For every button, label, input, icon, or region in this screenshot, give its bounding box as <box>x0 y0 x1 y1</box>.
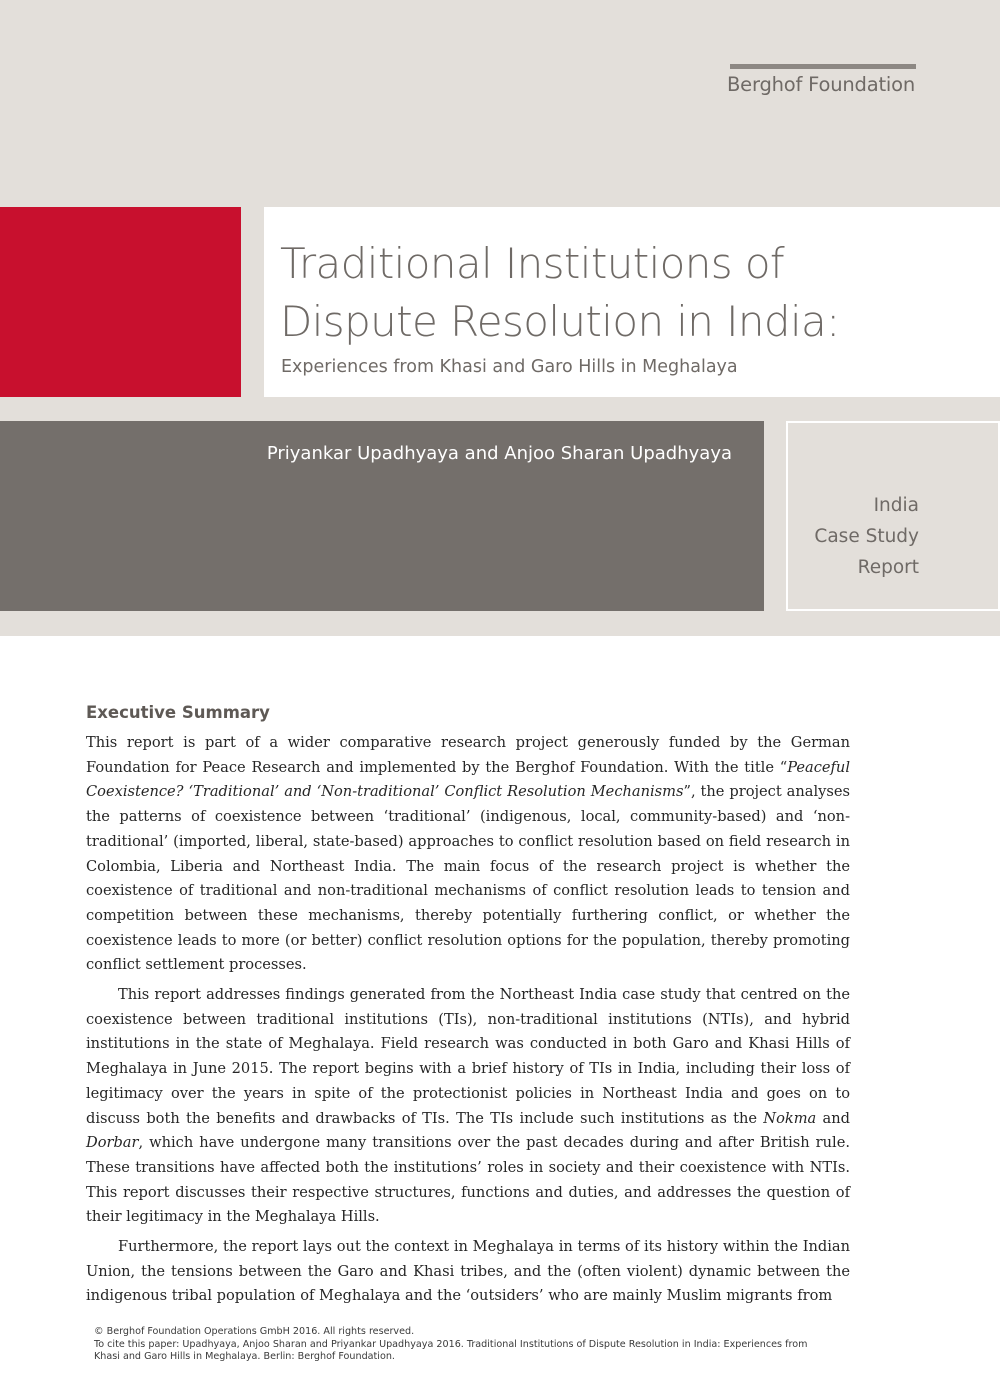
report-type-line-3: Report <box>857 557 919 578</box>
authors: Priyankar Upadhyaya and Anjoo Sharan Upadhyaya <box>266 443 732 464</box>
paragraph-3: Furthermore, the report lays out the context in Meghalaya in terms of its history within the Indian Union, the tensions between the Garo and Khasi tribes, and the (often violent) dynamic between the indigenous tribal population of Meghalaya and the ‘outsiders’ who are mainly Muslim migrants from <box>86 1238 850 1305</box>
paragraph-2 <box>86 983 850 1230</box>
citation-line-1: To cite this paper: Upadhyaya, Anjoo Sharan and Priyankar Upadhyaya 2016. Traditional Institutions of Dispute Resolution in India: Experiences from <box>94 1338 808 1350</box>
logo-text: Berghof Foundation <box>727 73 916 96</box>
section-heading: Executive Summary <box>86 703 270 722</box>
footer <box>94 1326 864 1364</box>
report-type-line-2: Case Study <box>814 526 919 547</box>
copyright-notice: © Berghof Foundation Operations GmbH 2016. All rights reserved. <box>94 1326 415 1337</box>
paragraph-1 <box>86 731 850 978</box>
paragraph-1-text-b: ”, the project analyses the patterns of coexistence between ‘traditional’ (indigenous, local, community-based) and ‘non-traditional’ (imported, liberal, state-based) approaches to conflict resolution based on field research in Colombia, Liberia and Northeast India. The main focus of the research project is whether the coexistence of traditional and non-traditional mechanisms of conflict resolution leads to tension and competition between these mechanisms, thereby potentially furthering conflict, or whether the coexistence leads to more (or better) conflict resolution options for the population, thereby promoting conflict settlement processes. <box>86 783 850 974</box>
title-panel <box>264 207 1000 397</box>
paragraph-2-text-b: , which have undergone many transitions over the past decades during and after British rule. These transitions have affected both the institutions’ roles in society and their coexistence with NTIs. This report discusses their respective structures, functions and duties, and addresses the question of their legitimacy in the Meghalaya Hills. <box>86 1134 850 1226</box>
citation-line-2: Khasi and Garo Hills in Meghalaya. Berlin: Berghof Foundation. <box>94 1351 395 1362</box>
paragraph-1-text-a: This report is part of a wider comparative research project generously funded by the German Foundation for Peace Research and implemented by the Berghof Foundation. With the title “ <box>86 734 850 776</box>
report-type-line-1: India <box>873 495 919 516</box>
berghof-logo <box>727 64 920 96</box>
report-title <box>280 235 980 351</box>
title-line-1: Traditional Institutions of <box>280 239 785 288</box>
paragraph-2-text-a: This report addresses findings generated from the Northeast India case study that centred on the coexistence between traditional institutions (TIs), non-traditional institutions (NTIs), and hybrid institutions in the state of Meghalaya. Field research was conducted in both Garo and Khasi Hills of Meghalaya in June 2015. The report begins with a brief history of TIs in India, including their loss of legitimacy over the years in spite of the protectionist policies in Northeast India and goes on to discuss both the benefits and drawbacks of TIs. The TIs include such institutions as the <box>86 986 850 1127</box>
logo-bar <box>730 64 916 69</box>
term-dorbar: Dorbar <box>86 1134 139 1152</box>
report-subtitle: Experiences from Khasi and Garo Hills in Meghalaya <box>281 357 738 377</box>
author-panel <box>0 421 764 611</box>
term-nokma: Nokma <box>763 1109 817 1127</box>
project-title-italic: Peaceful Coexistence? ‘Traditional’ and ‘Non-traditional’ Conflict Resolution Mechanisms <box>86 758 850 801</box>
report-type <box>814 490 919 583</box>
title-line-2: Dispute Resolution in India: <box>280 297 840 346</box>
paragraph-2-and: and <box>816 1109 850 1127</box>
red-accent-block <box>0 207 241 397</box>
executive-summary <box>86 703 850 1309</box>
